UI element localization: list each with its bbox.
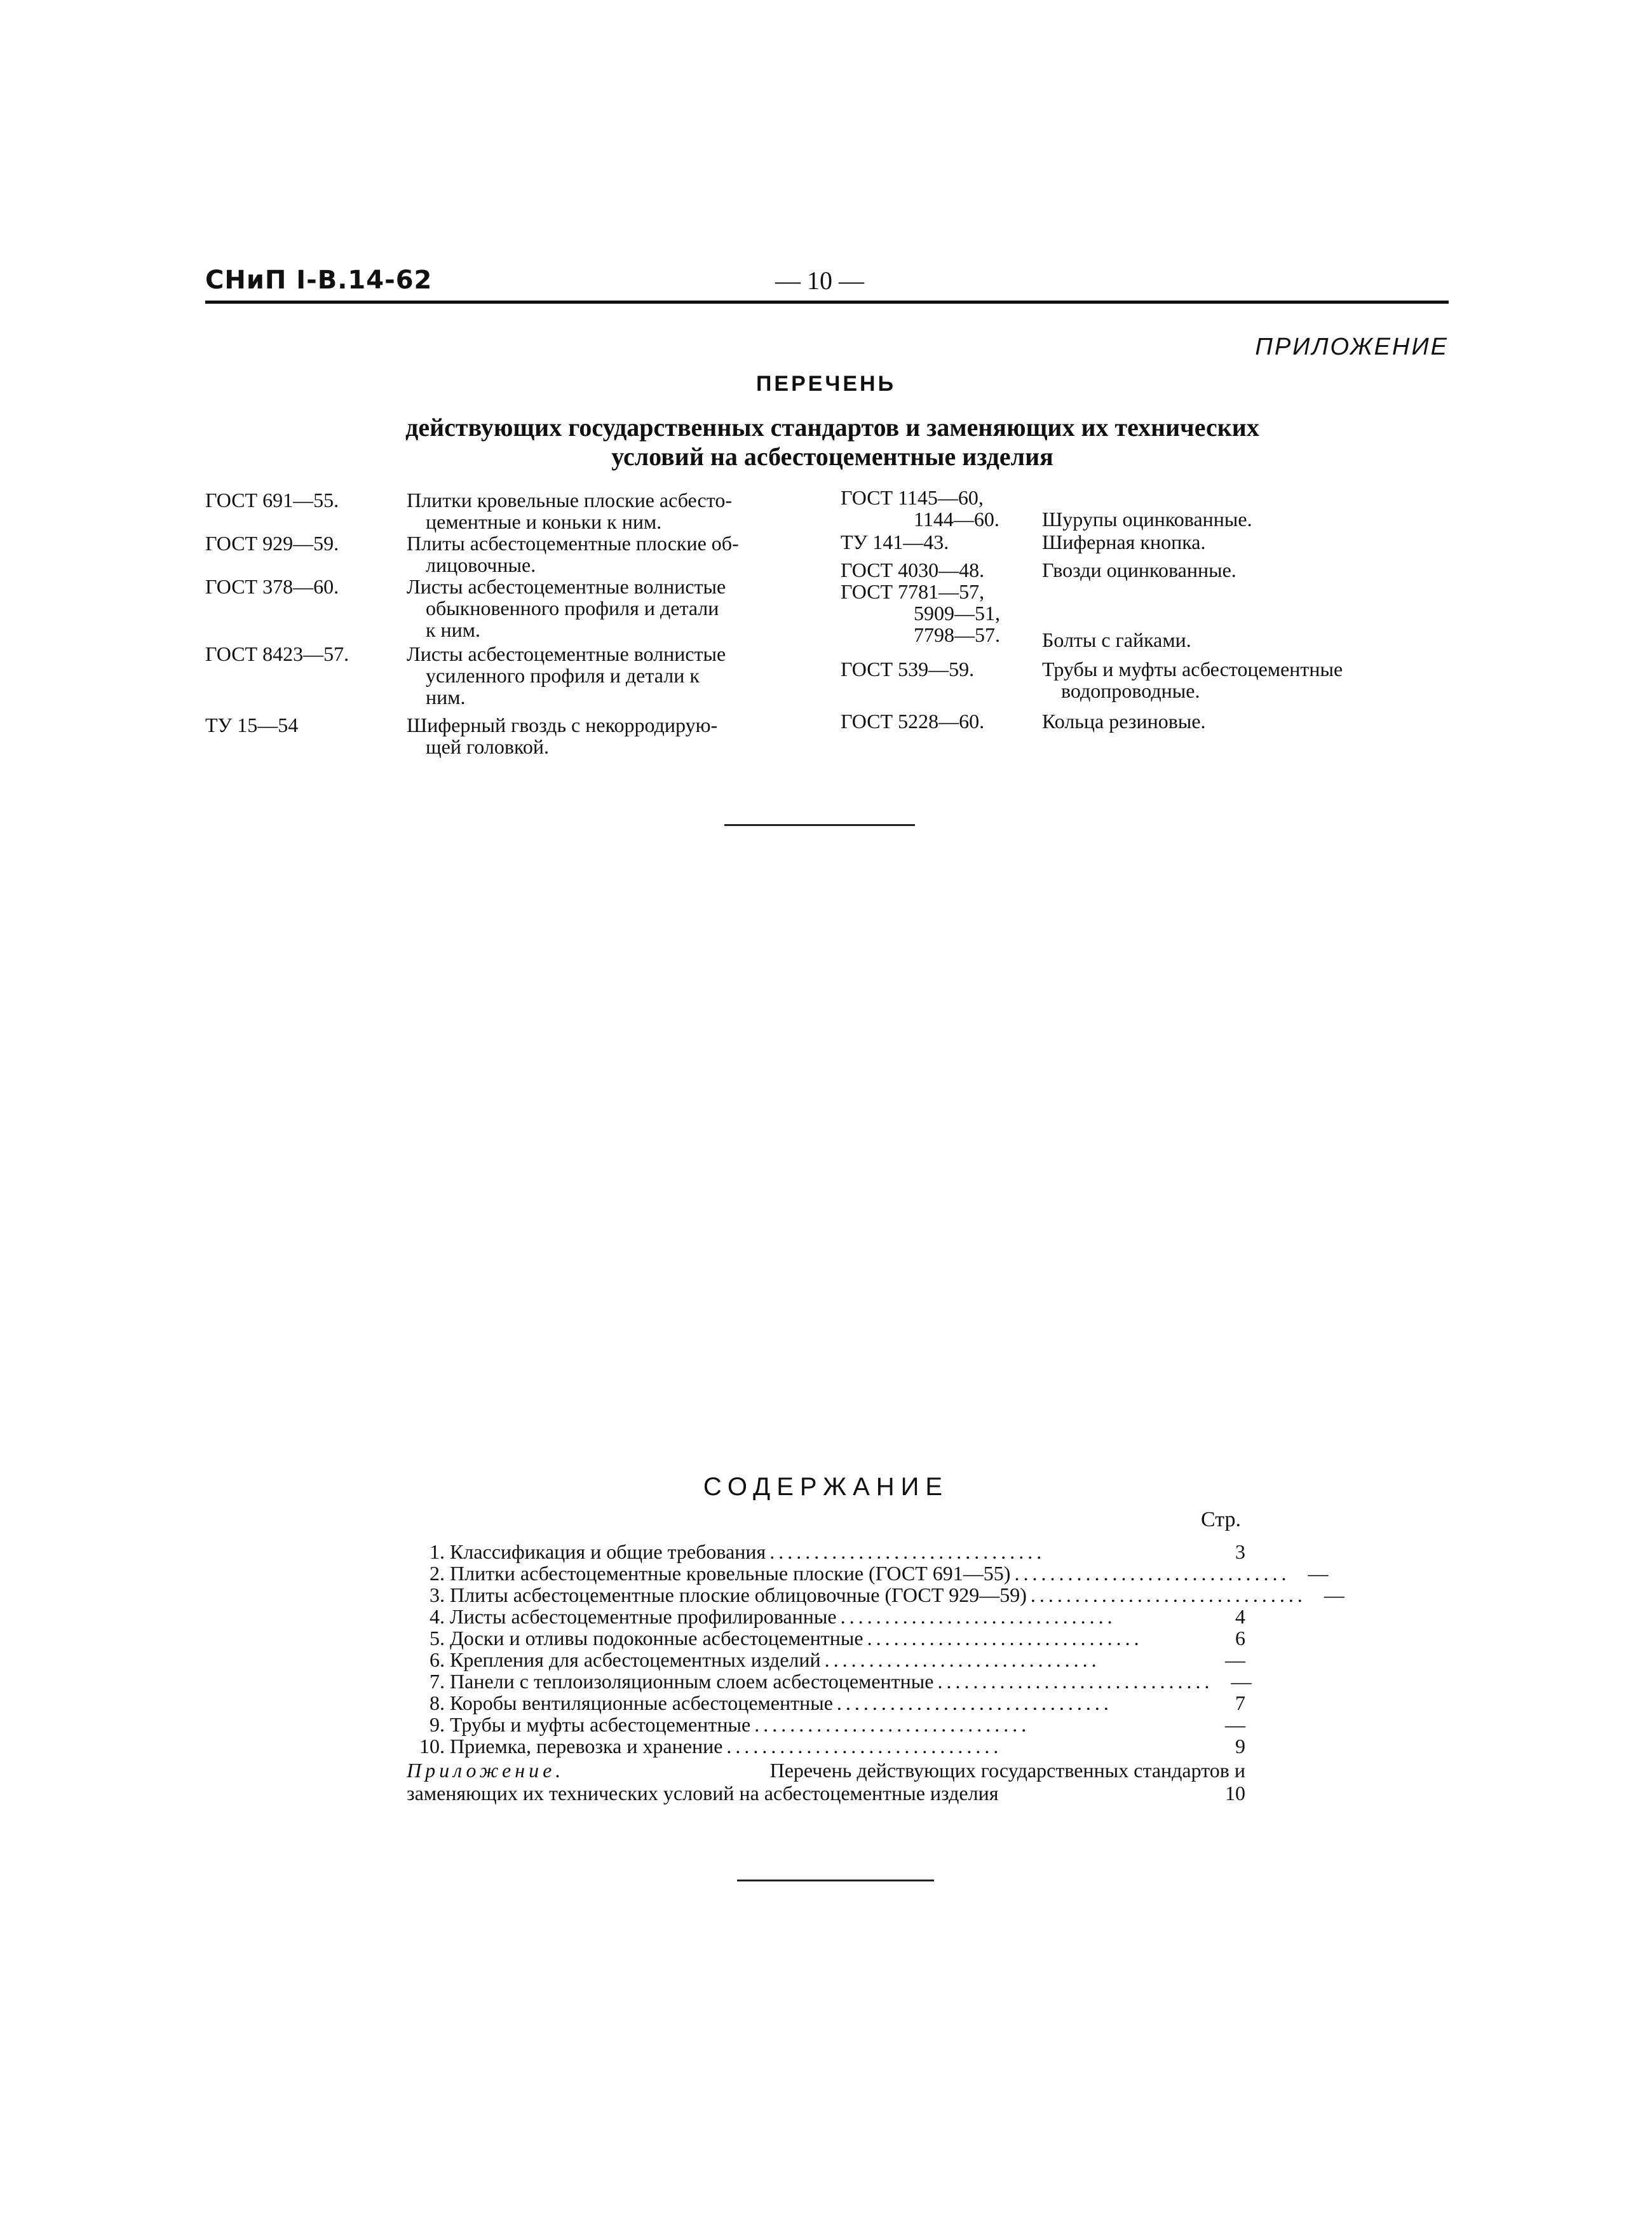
standard-description: Гвозди оцинкованные. [1042,559,1236,581]
list-subtitle [356,413,1309,471]
standard-code: ТУ 141—43. [841,531,949,553]
standard-description: Кольца резиновые. [1042,710,1206,733]
section-divider [724,824,915,826]
standard-description: Шурупы оцинкованные. [1042,508,1252,531]
toc-title: СОДЕРЖАНИЕ [703,1473,949,1501]
list-subtitle-line-1: действующих государственных стандартов и заменяющих их технических [405,413,1259,442]
standard-code: ГОСТ 1145—60, 1144—60. [841,486,999,531]
standard-code: ГОСТ 7781—57, 5909—51, 7798—57. [841,580,1000,646]
standard-code: ГОСТ 8423—57. [205,642,349,665]
standard-code: ГОСТ 378—60. [205,575,339,598]
standard-code: ГОСТ 691—55. [205,489,339,512]
appendix-label: ПРИЛОЖЕНИЕ [1255,334,1449,360]
standard-description: Листы асбестоцементные волнистые обыкновенного профиля и детали к ним. [407,575,726,641]
document-code: СНиП I-В.14-62 [205,266,433,295]
toc-item: 3. Плиты асбестоцементные плоские облицовочные (ГОСТ 929—59) ............................... — [430,1583,1344,1606]
page-number: — 10 — [775,266,864,295]
toc-item: 4. Листы асбестоцементные профилированные ............................... 4 [430,1605,1245,1628]
standard-description: Трубы и муфты асбестоцементные водопроводные. [1042,658,1343,702]
standard-code: ГОСТ 4030—48. [841,559,985,581]
standard-code: ТУ 15—54 [205,714,299,736]
toc-item: 5. Доски и отливы подоконные асбестоцементные ............................... 6 [430,1627,1245,1650]
header-rule [205,301,1449,304]
toc-appendix-item: Приложение. Перечень действующих государственных стандартов и заменяющих их технических условий на асбестоцементные изделия 10 [407,1759,1245,1805]
toc-item: 1. Классификация и общие требования ............................... 3 [430,1540,1245,1563]
standard-code: ГОСТ 929—59. [205,532,339,555]
standard-code: ГОСТ 539—59. [841,658,975,681]
standard-code: ГОСТ 5228—60. [841,710,985,733]
toc-item: 10. Приемка, перевозка и хранение ............................... 9 [419,1735,1245,1758]
toc-item: 2. Плитки асбестоцементные кровельные плоские (ГОСТ 691—55) ............................... — [430,1562,1329,1585]
toc-item: 6. Крепления для асбестоцементных изделий ............................... — [430,1648,1245,1671]
end-divider [737,1880,934,1881]
list-title: ПЕРЕЧЕНЬ [755,372,897,396]
standard-description: Плиты асбестоцементные плоские об- лицовочные. [407,532,739,576]
standard-description: Плитки кровельные плоские асбесто- цементные и коньки к ним. [407,489,732,533]
standard-description: Болты с гайками. [1042,628,1191,651]
toc-item: 8. Коробы вентиляционные асбестоцементные ............................... 7 [430,1691,1245,1714]
standard-description: Шиферный гвоздь с некорродирую- щей головкой. [407,714,718,758]
standard-description: Листы асбестоцементные волнистые усиленного профиля и детали к ним. [407,642,726,708]
standard-description: Шиферная кнопка. [1042,531,1206,553]
list-subtitle-line-2: условий на асбестоцементные изделия [611,442,1053,471]
toc-item: 9. Трубы и муфты асбестоцементные ............................... — [430,1713,1245,1736]
toc-page-header: Стр. [1201,1508,1242,1531]
toc-item: 7. Панели с теплоизоляционным слоем асбестоцементные ............................... — [430,1670,1252,1693]
